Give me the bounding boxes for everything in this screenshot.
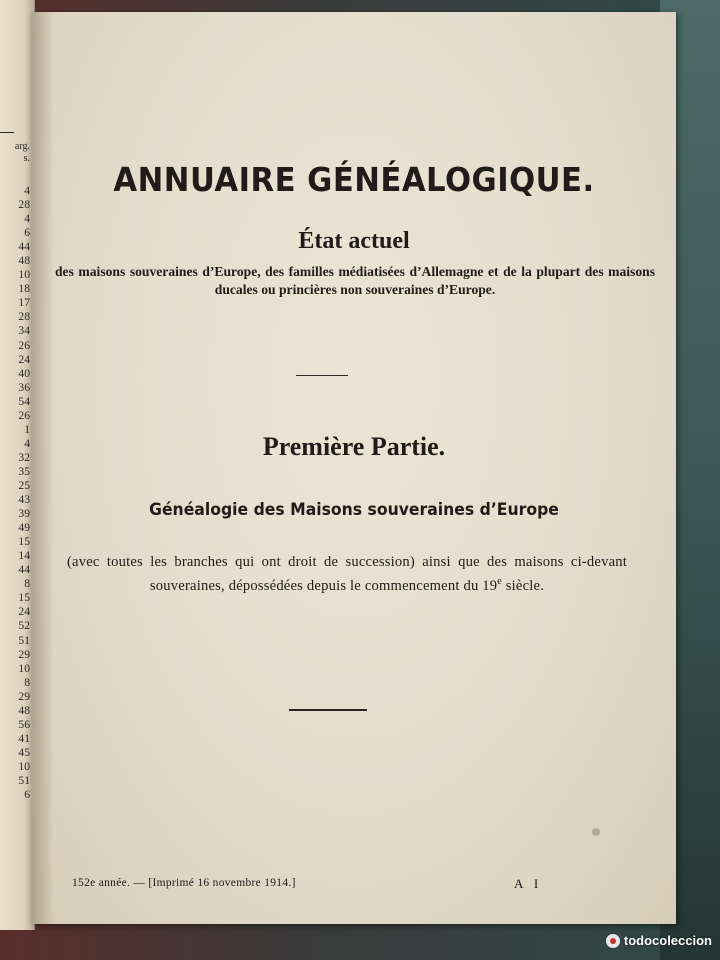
left-margin-number: 56 xyxy=(18,717,30,731)
part-note xyxy=(67,550,627,598)
paper-spot xyxy=(592,828,600,836)
left-margin-number: 18 xyxy=(18,282,30,296)
left-margin-number: 8 xyxy=(24,675,30,689)
left-margin-number: 28 xyxy=(18,198,30,212)
watermark xyxy=(606,931,712,951)
left-margin-number: 51 xyxy=(18,773,30,787)
main-page xyxy=(32,12,676,924)
left-margin-number: 41 xyxy=(18,731,30,745)
left-margin-number: 26 xyxy=(18,408,30,422)
divider-rule xyxy=(289,709,367,711)
left-margin-number: 1 xyxy=(24,422,30,436)
left-margin-number: 4 xyxy=(24,212,30,226)
left-facing-page xyxy=(0,0,35,930)
left-margin-number: 10 xyxy=(18,759,30,773)
left-margin-number: 54 xyxy=(18,394,30,408)
left-margin-numbers xyxy=(0,184,30,802)
part-subtitle: Généalogie des Maisons souveraines d’Europe xyxy=(149,500,559,520)
left-margin-number: 43 xyxy=(18,493,30,507)
part-note-text-end: siècle. xyxy=(501,578,545,594)
page-spine-shade xyxy=(32,12,54,924)
section-description: des maisons souveraines d’Europe, des familles médiatisées d’Allemagne et de la plupart des maisons ducales ou princières non souveraines d’Europe. xyxy=(55,264,655,298)
left-margin-number: 49 xyxy=(18,521,30,535)
left-header-line: arg. xyxy=(14,141,30,152)
watermark-text: todocoleccion xyxy=(623,933,712,948)
left-margin-number: 6 xyxy=(24,226,30,240)
footer-imprint: 152e année. — [Imprimé 16 novembre 1914.] xyxy=(72,877,296,889)
page-title: ANNUAIRE GÉNÉALOGIQUE. xyxy=(113,160,595,199)
left-margin-number: 29 xyxy=(18,689,30,703)
left-margin-number: 44 xyxy=(18,240,30,254)
left-header-line: s. xyxy=(23,153,30,164)
left-margin-number: 48 xyxy=(18,703,30,717)
part-title: Première Partie. xyxy=(262,432,446,461)
divider-rule xyxy=(296,375,348,376)
left-margin-number: 10 xyxy=(18,268,30,282)
left-margin-number: 26 xyxy=(18,338,30,352)
part-note-text: (avec toutes les branches qui ont droit de succession) ainsi que des maisons ci-devant souveraines, dépossédées depuis le commencement du 19 xyxy=(67,554,627,594)
left-margin-number: 36 xyxy=(18,380,30,394)
left-margin-number: 8 xyxy=(24,577,30,591)
left-margin-number: 24 xyxy=(18,605,30,619)
left-margin-number: 29 xyxy=(18,647,30,661)
left-margin-number: 15 xyxy=(18,535,30,549)
left-margin-number: 45 xyxy=(18,745,30,759)
left-margin-number: 6 xyxy=(24,788,30,802)
left-margin-number: 4 xyxy=(24,436,30,450)
left-margin-number: 17 xyxy=(18,296,30,310)
left-margin-number: 40 xyxy=(18,366,30,380)
left-margin-number: 48 xyxy=(18,254,30,268)
left-margin-number: 24 xyxy=(18,352,30,366)
left-margin-number: 25 xyxy=(18,478,30,492)
part-note-superscript: e xyxy=(497,576,502,588)
left-margin-number: 35 xyxy=(18,464,30,478)
todocoleccion-logo-icon xyxy=(606,934,620,948)
left-margin-number: 39 xyxy=(18,507,30,521)
footer-signature: A I xyxy=(514,876,543,891)
left-margin-number: 51 xyxy=(18,633,30,647)
left-margin-number: 10 xyxy=(18,661,30,675)
left-margin-number: 34 xyxy=(18,324,30,338)
left-margin-number: 4 xyxy=(24,184,30,197)
left-margin-number: 52 xyxy=(18,619,30,633)
left-page-rule xyxy=(0,132,14,133)
left-margin-number: 28 xyxy=(18,310,30,324)
left-margin-number: 44 xyxy=(18,563,30,577)
left-page-header xyxy=(0,141,30,165)
left-margin-number: 15 xyxy=(18,591,30,605)
left-margin-number: 32 xyxy=(18,450,30,464)
left-margin-number: 14 xyxy=(18,549,30,563)
section-title: État actuel xyxy=(298,228,410,254)
